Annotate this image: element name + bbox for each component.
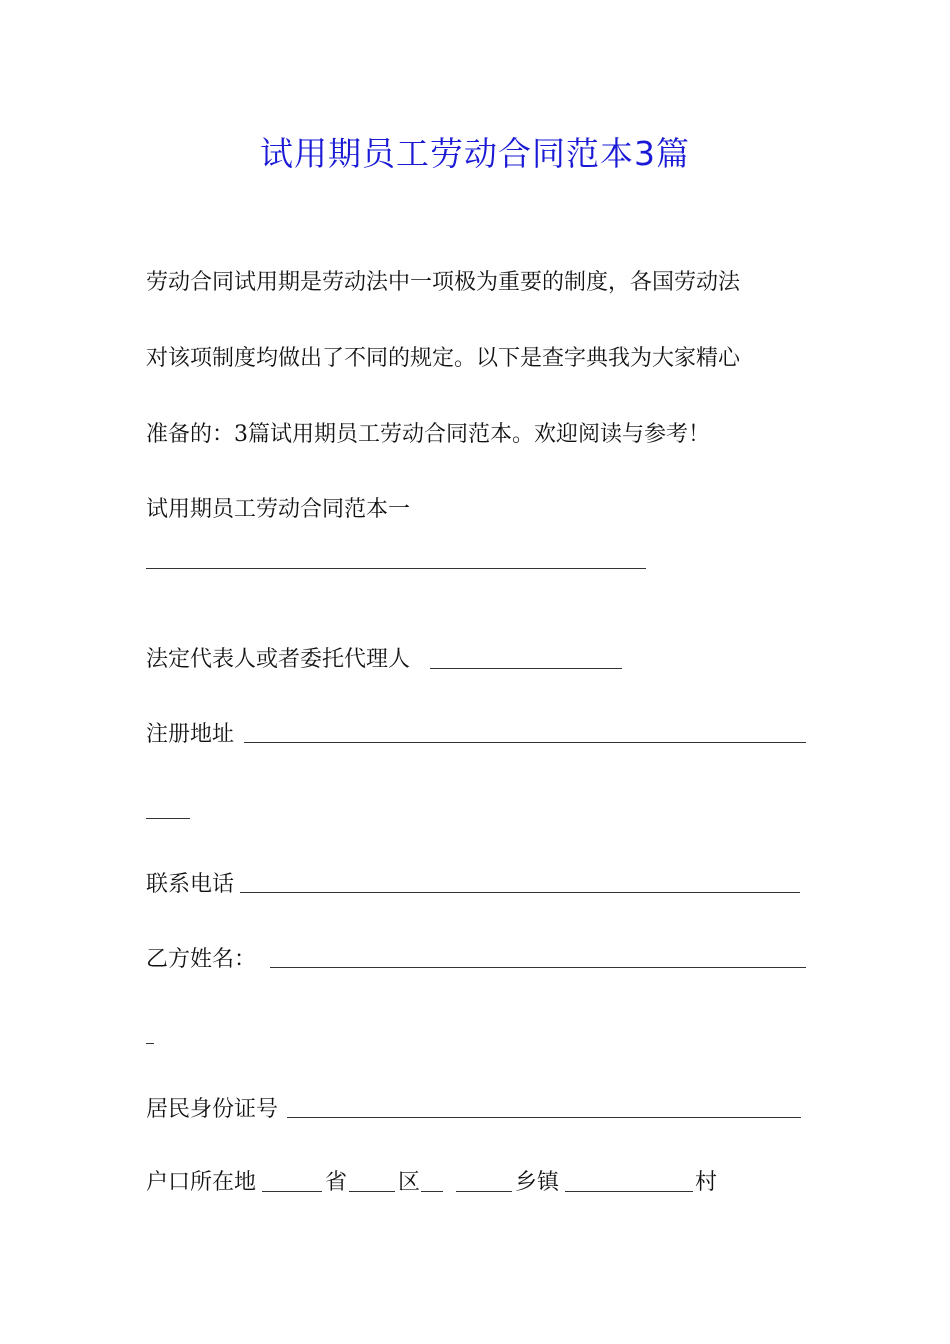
blank-line-party-a [146, 568, 646, 569]
id-number-label: 居民身份证号 [146, 1097, 279, 1122]
address-label: 注册地址 [146, 722, 235, 747]
blank-line-id-number [287, 1117, 801, 1118]
section-title: 试用期员工劳动合同范本一 [146, 497, 411, 522]
intro-line-2: 对该项制度均做出了不同的规定。以下是查字典我为大家精心 [146, 346, 741, 371]
blank-line-party-b-name [270, 967, 806, 968]
blank-line-address [244, 742, 806, 743]
province-label: 省 [325, 1170, 348, 1195]
blank-line-party-b-cont [146, 1043, 154, 1044]
district-label: 区 [398, 1170, 421, 1195]
hukou-label: 户口所在地 [146, 1170, 257, 1195]
phone-label: 联系电话 [146, 872, 235, 897]
document-title: 试用期员工劳动合同范本3篇 [260, 134, 690, 173]
intro-line-3: 准备的：3篇试用期员工劳动合同范本。欢迎阅读与参考！ [146, 422, 710, 447]
town-label: 乡镇 [515, 1170, 560, 1195]
blank-line-address-cont [146, 818, 190, 819]
blank-line-district [349, 1191, 395, 1192]
intro-line-1: 劳动合同试用期是劳动法中一项极为重要的制度，各国劳动法 [146, 270, 741, 295]
blank-line-district-b [421, 1191, 443, 1192]
party-b-name-label: 乙方姓名： [146, 947, 257, 972]
village-label: 村 [695, 1170, 718, 1195]
blank-line-province [262, 1191, 322, 1192]
legal-rep-label: 法定代表人或者委托代理人 [146, 647, 411, 672]
blank-line-phone [240, 892, 800, 893]
blank-line-village [565, 1191, 693, 1192]
blank-line-legal-rep [430, 668, 622, 669]
blank-line-town [456, 1191, 512, 1192]
